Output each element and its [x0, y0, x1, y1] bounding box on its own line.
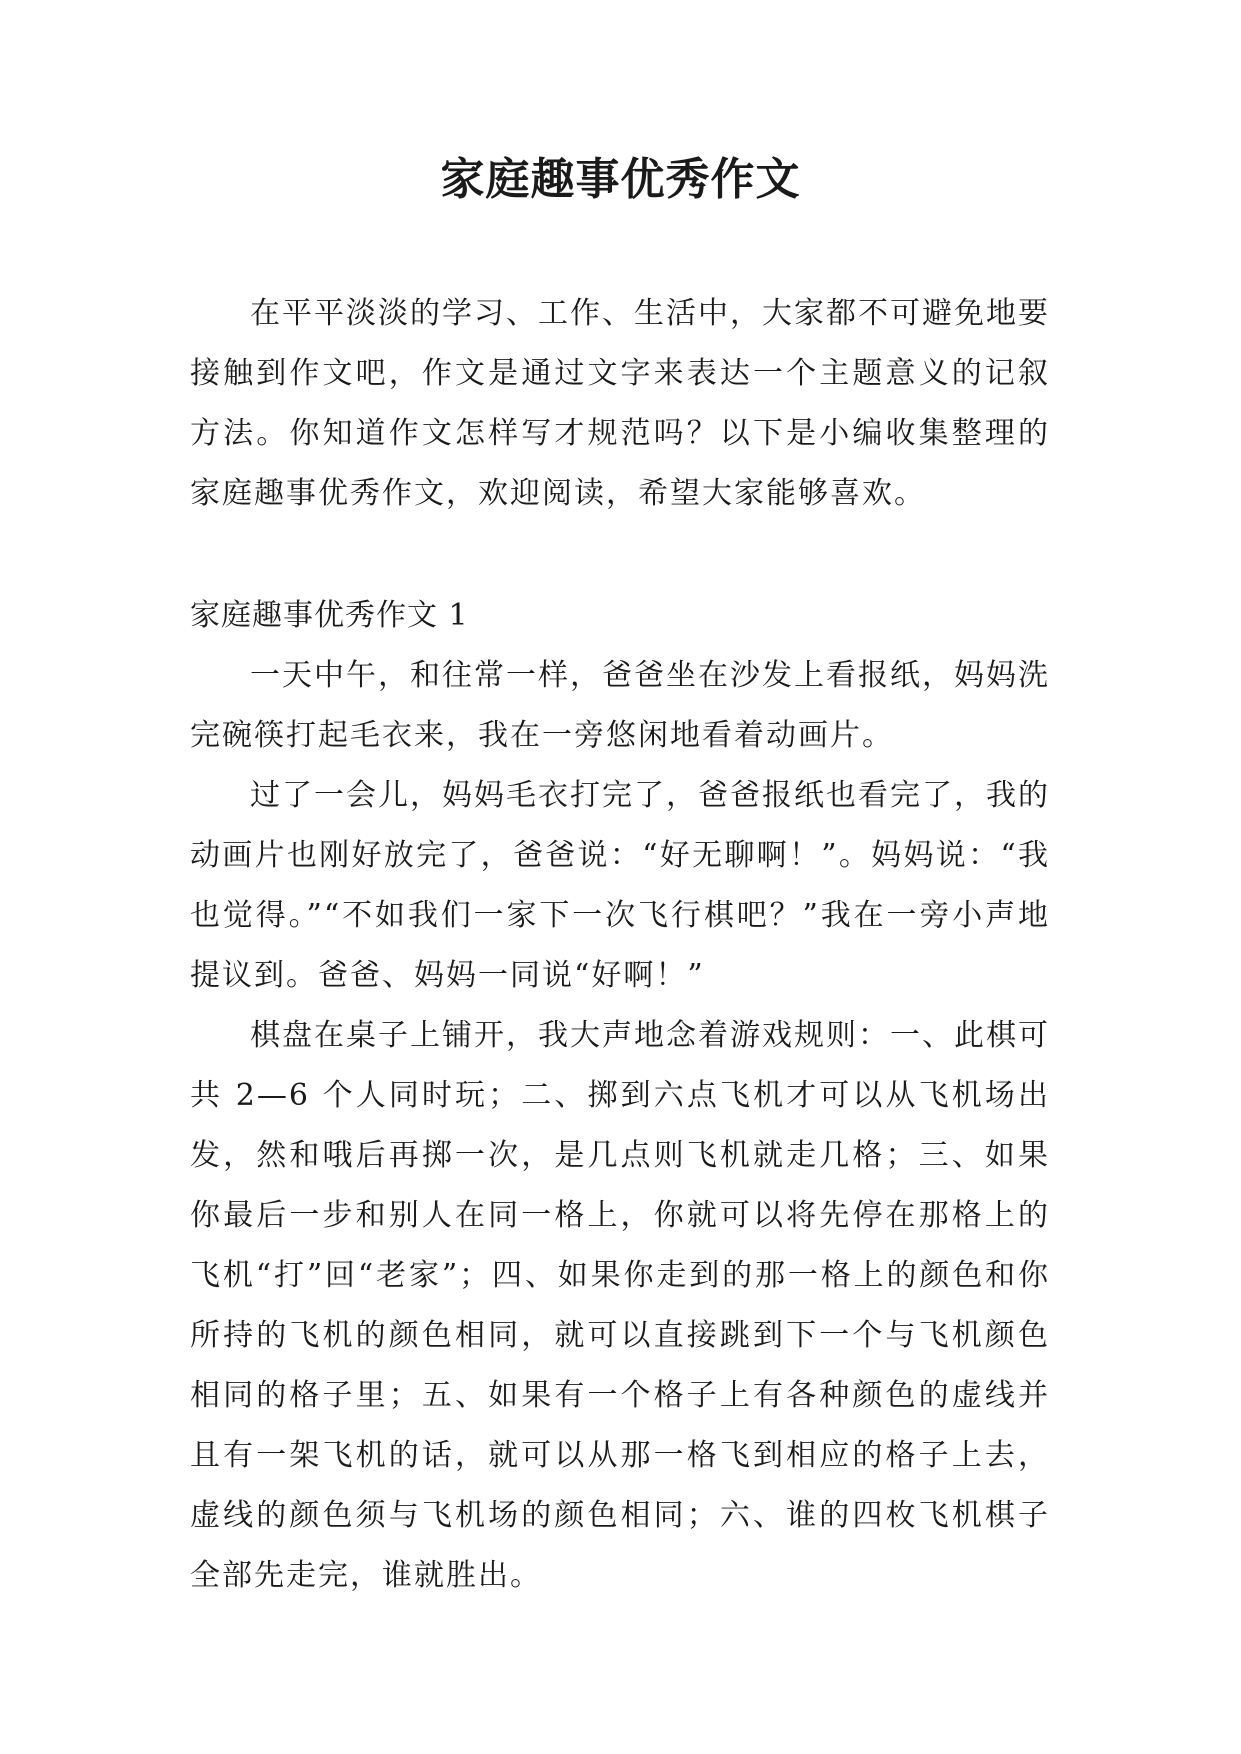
intro-paragraph: 在平平淡淡的学习、工作、生活中，大家都不可避免地要接触到作文吧，作文是通过文字来表达一个主题意义的记叙方法。你知道作文怎样写才规范吗？以下是小编收集整理的家庭趣事优秀作文，欢迎阅读，希望大家能够喜欢。 — [190, 296, 1050, 511]
document-title: 家庭趣事优秀作文 — [440, 154, 801, 205]
body-paragraph-3: 棋盘在桌子上铺开，我大声地念着游戏规则：一、此棋可共 2—6 个人同时玩；二、掷到六点飞机才可以从飞机场出发，然和哦后再掷一次，是几点则飞机就走几格；三、如果你最后一步和别人在同一格上，你就可以将先停在那格上的飞机“打”回“老家”；四、如果你走到的那一格上的颜色和你所持的飞机的颜色相同，就可以直接跳到下一个与飞机颜色相同的格子里；五、如果有一个格子上有各种颜色的虚线并且有一架飞机的话，就可以从那一格飞到相应的格子上去，虚线的颜色须与飞机场的颜色相同；六、谁的四枚飞机棋子全部先走完，谁就胜出。 — [190, 1018, 1050, 1593]
body-paragraph-2: 过了一会儿，妈妈毛衣打完了，爸爸报纸也看完了，我的动画片也刚好放完了，爸爸说：“好无聊啊！”。妈妈说：“我也觉得。”“不如我们一家下一次飞行棋吧？”我在一旁小声地提议到。爸爸、妈妈一同说“好啊！” — [190, 778, 1050, 993]
body-paragraph-1: 一天中午，和往常一样，爸爸坐在沙发上看报纸，妈妈洗完碗筷打起毛衣来，我在一旁悠闲地看着动画片。 — [190, 658, 1050, 753]
section-heading: 家庭趣事优秀作文 1 — [190, 598, 469, 633]
document-body — [190, 284, 1050, 1606]
